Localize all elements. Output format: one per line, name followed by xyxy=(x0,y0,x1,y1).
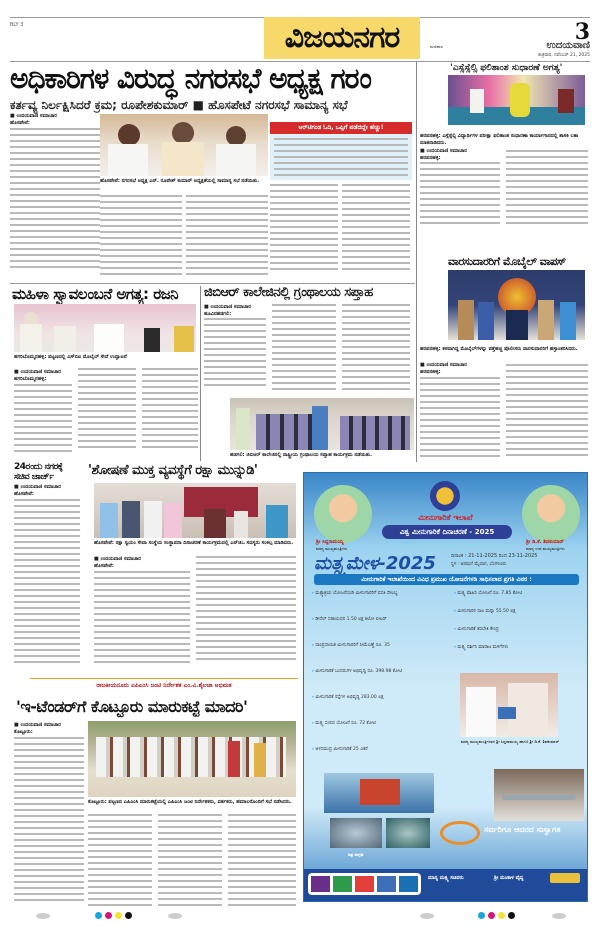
lead-photo-caption: ಹೊಸಪೇಟೆ: ನಗರಸಭೆ ಅಧ್ಯಕ್ಷ ಎನ್. ರೂಪೇಶ್ ಕುಮಾರ್ ಅಧ್ಯಕ್ಷತೆಯಲ್ಲಿ ಸಾಮಾನ್ಯ ಸಭೆ ನಡೆಯಿತು. xyxy=(100,178,260,184)
library-photo xyxy=(230,398,414,450)
library-dateline: ಹೂವಿನಹಡಗಲಿ: xyxy=(204,311,232,317)
tender-photo xyxy=(88,721,296,797)
highlight-box xyxy=(270,134,412,180)
ad-bullet-item: › ಮತ್ಸ್ಯ ಸಂಪದ ಯೋಜನೆ ರೂ. 72 ಕೋಟಿ xyxy=(312,721,376,726)
ad-department: ಮೀನುಗಾರಿಕೆ ಇಲಾಖೆ xyxy=(418,513,473,522)
bullet-arrow-icon: › xyxy=(312,669,316,674)
bullet-arrow-icon: › xyxy=(312,591,316,596)
bullet-arrow-icon: › xyxy=(312,721,316,726)
registration-marks-left xyxy=(95,912,132,919)
side-body-col2 xyxy=(506,150,588,230)
ad-event: ವಿಶ್ವ ಮೀನುಗಾರಿಕೆ ದಿನಾಚರಣೆ - 2025 xyxy=(382,525,512,539)
women-byline: ■ ಉದಯವಾಣಿ ಸಮಾಚಾರ xyxy=(14,369,61,375)
library-headline: ಜಿಬಿಆರ್ ಕಾಲೇಜಿನಲ್ಲಿ ಗ್ರಂಥಾಲಯ ಸಪ್ತಾಹ xyxy=(204,285,373,300)
ad-bullet-item: › ಮೀನುಗಾರಿಕೆ ರಸ್ತೆಗಳ ಅಭಿವೃದ್ಧಿ 283.00 ಲಕ್ಷ xyxy=(312,695,384,700)
tender-body-col3 xyxy=(158,814,222,909)
women-body-col1 xyxy=(14,384,72,456)
ad-photo-boat xyxy=(324,773,434,813)
side-byline: ■ ಉದಯವಾಣಿ ಸಮಾಚಾರ xyxy=(420,148,467,154)
lead-subhead: ಕರ್ತವ್ಯ ನಿರ್ಲಕ್ಷಿಸಿದರೆ ಕ್ರಮ; ರೂಪೇಶಕುಮಾರ್ ■ ಹೊಸಪೇಟೆ ನಗರಸಭೆ ಸಾಮಾನ್ಯ ಸಭೆ xyxy=(10,98,348,112)
tender-photo-caption: ಕೊಟ್ಟೂರು: ಪಟ್ಟಣದ ಎಪಿಎಂಸಿ ಮಾರುಕಟ್ಟೆಯಲ್ಲಿ ಎಪಿಎಂಸಿ ಜಂಟಿ ನಿರ್ದೇಶಕರು, ವರ್ತಕರು, ಹಮಾಲರೊಂದಿಗೆ ಸಭೆ ನಡೆಸಿದರು. xyxy=(88,799,292,805)
mobile-dateline: ಹರಪನಹಳ್ಳಿ: xyxy=(420,369,441,375)
side-body-col1 xyxy=(420,162,500,230)
govt-seal-icon xyxy=(550,873,580,883)
women-body-col3 xyxy=(142,368,198,456)
section-masthead: ವಿಜಯನಗರ xyxy=(264,17,420,59)
side-photo xyxy=(448,75,585,125)
ad-photo-fish xyxy=(494,769,584,821)
bullet-arrow-icon: › xyxy=(454,645,458,650)
lead-dateline: ಹೊಸಪೇಟೆ: xyxy=(10,120,30,126)
ad-bullet-item: › ಆಳಸಮುದ್ರ ಮೀನುಗಾರಿಕೆ 25 ಎಕರೆ xyxy=(312,747,368,752)
fisheries-advertisement xyxy=(303,472,588,902)
ad-photo-catch-1 xyxy=(330,818,382,848)
ad-progress-header: ಮೀನುಗಾರಿಕೆ ಇಲಾಖೆಯಿಂದ ವಿವಿಧ ಪ್ರಮುಖ ಯೋಜನೆಗಳಡಿ ಸಾಧಿಸಲಾದ ಪ್ರಗತಿ ವಿವರ : xyxy=(314,574,579,585)
library-body-col2 xyxy=(272,304,336,398)
ad-footer-right: ಶ್ರೀ ಮಂಕಾಳ ವೈದ್ಯ xyxy=(494,875,524,881)
bullet-arrow-icon: › xyxy=(312,643,316,648)
lead-body-col5 xyxy=(342,184,410,280)
ad-venue: ಸ್ಥಳ : ಅರಮನೆ ಮೈದಾನ, ಬೆಂಗಳೂರು xyxy=(451,562,507,567)
mobile-body-col2 xyxy=(506,364,588,464)
exploitation-headline: 'ಶೋಷಣೆ ಮುಕ್ತ ವ್ಯವಸ್ಥೆಗೆ ರಕ್ಷಾ ಮುನ್ನುಡಿ' xyxy=(88,463,258,478)
ad-right-person: ಶ್ರೀ ಡಿ.ಕೆ. ಶಿವಕುಮಾರ್ xyxy=(526,539,564,545)
ad-footer-left: ಮಾನ್ಯ ಮತ್ಸ್ಯ ಸಚಿವರು xyxy=(428,875,464,881)
brand-logo: ಉದಯವಾಣಿ xyxy=(546,40,590,51)
ad-bullet-item: › ಮತ್ಸ್ಯ ವಾಹಿನಿ ಯೋಜನೆ ರೂ. 7.85 ಕೋಟಿ xyxy=(454,591,523,596)
kicker-rule xyxy=(30,678,298,679)
ad-welcome: ಸರ್ವರಿಗೂ ಆದರದ ಸುಸ್ವಾಗತ xyxy=(484,825,561,834)
lead-body-col1 xyxy=(10,128,100,278)
side-photo-caption: ಹರಪನಹಳ್ಳಿ: ಎಸ್ಸೆಸ್ಸೆಲ್ಸಿ ವಿದ್ಯಾರ್ಥಿಗಳ ಪರೀಕ್ಷಾ ಫಲಿತಾಂಶ ಸುಧಾರಣಾ ಕಾರ್ಯಾಗಾರದಲ್ಲಿ ಶಾಸಕಿ ಲತಾ ಮಾತನಾಡಿದರು. xyxy=(420,133,579,146)
ad-bullet-item: › ಮೀನುಗಾರರ ಸಾಲ ಮನ್ನಾ 55.50 ಲಕ್ಷ xyxy=(454,609,516,614)
brand-tag: ಮಣಿಪಾಲ xyxy=(430,44,444,49)
women-headline: ಮಹಿಳಾ ಸ್ವಾವಲಂಬನೆ ಅಗತ್ಯ: ರಜನಿ xyxy=(12,285,179,303)
column-divider xyxy=(416,62,417,462)
exploitation-body-col1 xyxy=(94,571,190,671)
library-body-col3 xyxy=(342,304,410,398)
ad-bullet-item: › ಮೀನುಗಾರಿಕೆ ತರಬೇತಿ ಕೇಂದ್ರ xyxy=(454,627,499,632)
mobile-headline: ವಾರಸುದಾರರಿಗೆ ಮೊಬೈಲ್ ವಾಪಸ್ xyxy=(448,255,566,268)
city-dateline: ಹೊಸಪೇಟೆ: xyxy=(14,491,34,497)
bullet-arrow-icon: › xyxy=(312,747,316,752)
ad-left-role: ಮಾನ್ಯ ಮುಖ್ಯಮಂತ್ರಿಗಳು xyxy=(316,546,348,551)
registration-marks-right xyxy=(478,912,515,919)
mobile-body-col1 xyxy=(420,377,500,465)
tender-kicker: ರಾಜಕೀಯನೂರು ಎಪಿಎಂಸಿ ಜಂಟಿ ನಿರ್ದೇಶಕ ಎಂ.ವಿ.ಶೈಲಜಾ ಅಭಿಮತ xyxy=(96,682,232,689)
side-headline: 'ಎಸ್ಸೆಸ್ಸೆಲ್ಸಿ ಫಲಿತಾಂಶ ಸುಧಾರಣೆ ಅಗತ್ಯ' xyxy=(450,63,563,73)
exploitation-byline: ■ ಉದಯವಾಣಿ ಸಮಾಚಾರ xyxy=(94,556,141,562)
library-body-col1 xyxy=(204,318,266,398)
ad-left-person: ಶ್ರೀ ಸಿದ್ದರಾಮಯ್ಯ xyxy=(316,539,344,545)
library-photo-caption: ಹಡಗಲಿ: ಜಿಬಿಆರ್ ಕಾಲೇಜಿನಲ್ಲಿ ರಾಷ್ಟ್ರೀಯ ಗ್ರಂಥಾಲಯ ಸಪ್ತಾಹ ಕಾರ್ಯಕ್ರಮ ನಡೆಯಿತು. xyxy=(230,452,373,458)
bullet-arrow-icon: › xyxy=(312,617,316,622)
ad-bullet-item: › ಮೀನುಗಾರಿಕೆ ಬಂದರುಗಳ ಅಭಿವೃದ್ಧಿ ರೂ. 398.98 ಕೋಟಿ xyxy=(312,669,403,674)
city-byline: ■ ಉದಯವಾಣಿ ಸಮಾಚಾರ xyxy=(14,484,61,490)
tender-body-col2 xyxy=(88,814,152,909)
city-headline: 24ರಂದು ನಗರಕ್ಕೆ ಸಚಿವ ಜಾರ್ಜ್ xyxy=(14,462,63,482)
bullet-arrow-icon: › xyxy=(454,627,458,632)
ad-right-role: ಮಾನ್ಯ ಉಪ ಮುಖ್ಯಮಂತ್ರಿಗಳು xyxy=(526,546,565,551)
exploitation-dateline: ಹೊಸಪೇಟೆ: xyxy=(94,563,114,569)
mobile-photo xyxy=(448,270,585,340)
women-body-col2 xyxy=(78,368,136,456)
ad-footer xyxy=(304,869,587,901)
women-photo-caption: ಹಗರಿಬೊಮ್ಮನಹಳ್ಳಿ: ಪಟ್ಟಣದಲ್ಲಿ ಎಸ್‌ಬಿಐ ಮೊಬೈಲ್ ಸೇವೆ ಉದ್ಘಾಟನೆ xyxy=(14,354,127,360)
ad-photo-caption: ಮಾನ್ಯ ಮುಖ್ಯಮಂತ್ರಿಗಳಾದ ಶ್ರೀ ಸಿದ್ದರಾಮಯ್ಯ ಹಾಗೂ ಶ್ರೀ ಡಿ.ಕೆ. ಶಿವಕುಮಾರ್ xyxy=(460,739,560,744)
tender-headline: 'ಇ-ಟೆಂಡರ್‌ಗೆ ಕೊಟ್ಟೂರು ಮಾರುಕಟ್ಟೆ ಮಾದರಿ' xyxy=(16,697,248,716)
tender-body-col4 xyxy=(228,814,296,909)
exploitation-photo-caption: ಹೊಸಪೇಟೆ: ರಕ್ಷಾ ಸ್ವಯಂ ಸೇವಾ ಸಂಸ್ಥೆಯ ಸಂಸ್ಥಾಪನಾ ದಿನಾಚರಣೆ ಕಾರ್ಯಕ್ರಮದಲ್ಲಿ ಎನ್‌ಜಿಒ ಸದಸ್ಯರು ಸಂಕಲ್ಪ ಮಾಡಿದರು. xyxy=(94,540,294,546)
side-dateline: ಹರಪನಹಳ್ಳಿ: xyxy=(420,155,441,161)
emblem-icon xyxy=(430,481,460,511)
lead-body-col3 xyxy=(186,195,268,280)
reg-oval-2 xyxy=(168,913,182,919)
ad-photo-main xyxy=(460,673,558,737)
column-divider-2 xyxy=(200,286,201,461)
issue-date: ಶುಕ್ರವಾರ, ನವೆಂಬರ್ 21, 2025 xyxy=(538,53,590,58)
tender-dateline: ಕೊಟ್ಟೂರು: xyxy=(14,729,33,735)
ad-photo-catch-2 xyxy=(386,818,430,848)
bullet-arrow-icon: › xyxy=(454,591,458,596)
bullet-arrow-icon: › xyxy=(312,695,316,700)
ad-sponsor-logos xyxy=(308,873,421,895)
tender-body-col1 xyxy=(14,737,84,907)
reg-oval-1 xyxy=(36,913,50,919)
mobile-byline: ■ ಉದಯವಾಣಿ ಸಮಾಚಾರ xyxy=(420,362,467,368)
lead-photo xyxy=(100,114,268,176)
bullet-arrow-icon: › xyxy=(454,609,458,614)
library-byline: ■ ಉದಯವಾಣಿ ಸಮಾಚಾರ xyxy=(204,304,251,310)
highlight-banner: ಆರ್‌ಟಿಗಂಡ ಓದಿ, ಒಪ್ಪಿಗೆ ಪಡೆದದ್ದೇ ಹೆಚ್ಚು! xyxy=(270,122,412,134)
lead-body-col2 xyxy=(100,195,182,280)
ad-bullet-item: › ಸಾಂಪ್ರದಾಯಿಕ ಮೀನುಗಾರರಿಗೆ ಸೀಮೆಎಣ್ಣೆ ರೂ. 35 xyxy=(312,643,390,648)
tender-byline: ■ ಉದಯವಾಣಿ ಸಮಾಚಾರ xyxy=(14,722,61,728)
section-rule xyxy=(10,283,415,284)
fish-logo-icon xyxy=(440,821,480,845)
ad-bullet-item: › ಮತ್ಸ್ಯ ದರ್ಶಿನಿ ಮಾರಾಟ ಮಳಿಗೆಗಳು xyxy=(454,645,509,650)
ad-gallery-label: ಚಿತ್ರ ಸಂಗ್ರಹ xyxy=(348,852,364,857)
reg-oval-4 xyxy=(552,913,566,919)
ad-festival: ಮತ್ಸ್ಯಮೇಳ-2025 xyxy=(314,553,436,574)
reg-oval-3 xyxy=(420,913,434,919)
ad-bullet-item: › ಮತ್ಸ್ಯಾಶ್ರಯ ಯೋಜನೆಯಡಿ ಮೀನುಗಾರರಿಗೆ ವಸತಿ ಸೌಲಭ್ಯ xyxy=(312,591,398,596)
ad-dates: ದಿನಾಂಕ : 21-11-2025 ರಿಂದ 23-11-2025 xyxy=(451,553,538,559)
women-photo xyxy=(14,304,196,352)
lead-body-col4 xyxy=(270,184,338,280)
exploitation-body-col2 xyxy=(196,556,296,671)
city-body xyxy=(14,499,80,669)
page-number: 3 xyxy=(574,19,590,45)
ad-bullet-item: › ಡೀಸೆಲ್ ಸಹಾಯಧನ 1.50 ಲಕ್ಷ ಕಿಲೋ ಲೀಟರ್ xyxy=(312,617,387,622)
exploitation-photo xyxy=(94,483,296,538)
lead-headline: ಅಧಿಕಾರಿಗಳ ವಿರುದ್ಧ ನಗರಸಭೆ ಅಧ್ಯಕ್ಷ ಗರಂ xyxy=(10,62,371,95)
page-code: BLY 3 xyxy=(10,22,24,28)
mobile-photo-caption: ಹರಪನಹಳ್ಳಿ: ಕಳವಾಗಿದ್ದ ಮೊಬೈಲ್‌ಗಳನ್ನು ಪತ್ತೆಹಚ್ಚಿ ಪೊಲೀಸರು ವಾರಸುದಾರರಿಗೆ ಹಸ್ತಾಂತರಿಸಿದರು. xyxy=(420,346,578,352)
lead-byline: ■ ಉದಯವಾಣಿ ಸಮಾಚಾರ xyxy=(10,113,57,119)
women-dateline: ಹಗರಿಬೊಮ್ಮನಹಳ್ಳಿ: xyxy=(14,376,47,382)
